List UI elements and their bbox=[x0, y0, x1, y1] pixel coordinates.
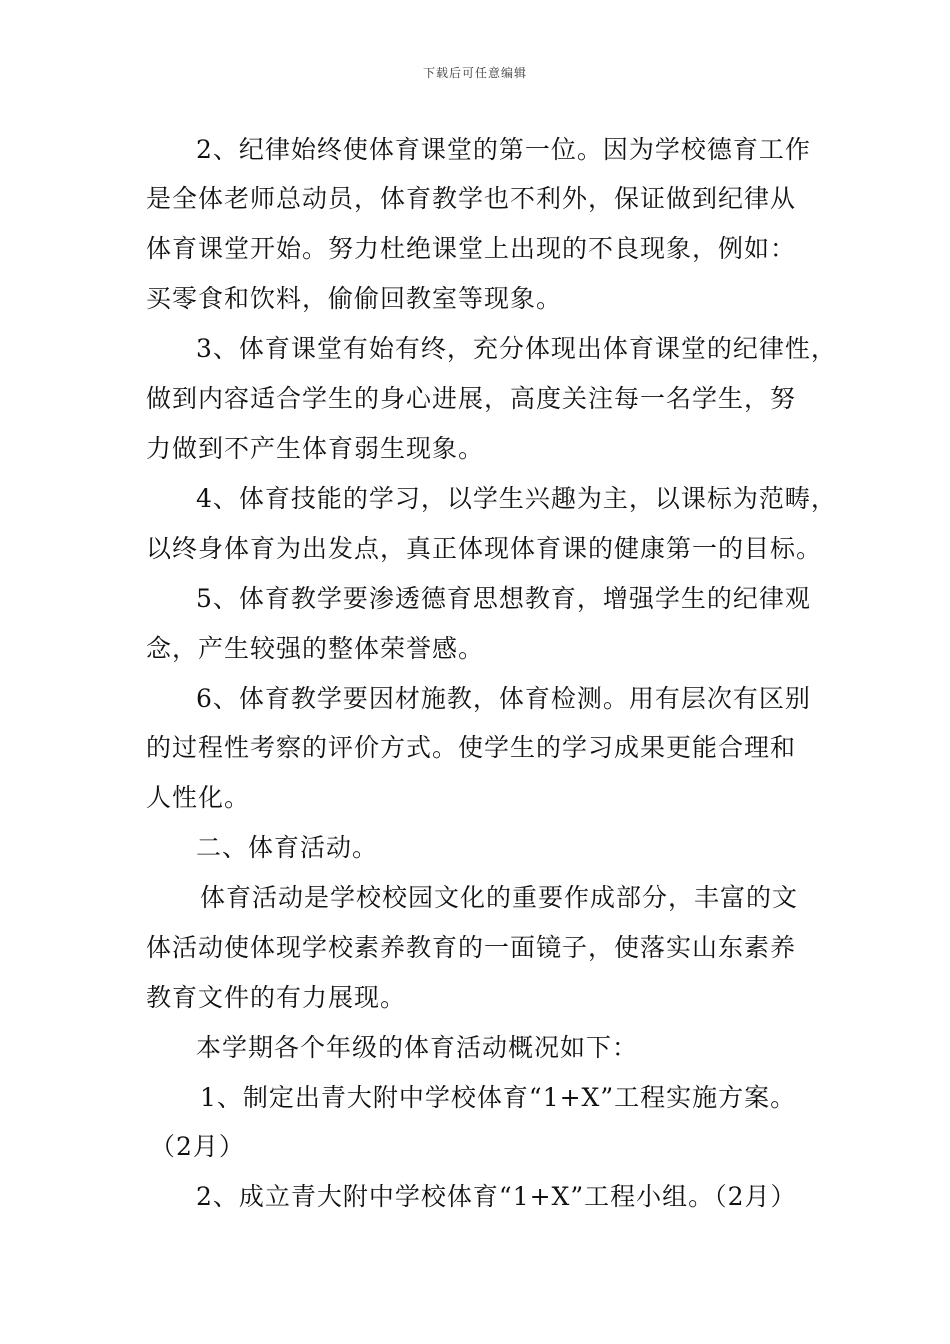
section-heading: 二、体育活动。 bbox=[196, 833, 379, 862]
page-header-note: 下载后可任意编辑 bbox=[422, 66, 527, 80]
paragraph-line: 体育课堂开始。努力杜绝课堂上出现的不良现象，例如： bbox=[146, 234, 797, 263]
paragraph-line: 5、体育教学要渗透德育思想教育，增强学生的纪律观 bbox=[196, 584, 811, 613]
paragraph-line: 教育文件的有力展现。 bbox=[146, 983, 407, 1012]
paragraph-line: 力做到不产生体育弱生现象。 bbox=[146, 434, 485, 463]
list-item: 1、制定出青大附中学校体育“1+X”工程实施方案。 bbox=[200, 1083, 797, 1112]
paragraph-line: 买零食和饮料，偷偷回教室等现象。 bbox=[146, 284, 563, 313]
paragraph-line: 2、纪律始终使体育课堂的第一位。因为学校德育工作 bbox=[196, 135, 811, 164]
paragraph-line: 做到内容适合学生的身心进展，高度关注每一名学生，努 bbox=[146, 384, 797, 413]
paragraph-line: 6、体育教学要因材施教，体育检测。用有层次有区别 bbox=[196, 684, 811, 713]
list-item: 2、成立青大附中学校体育“1+X”工程小组。（2月） bbox=[196, 1182, 797, 1211]
paragraph-line: 以终身体育为出发点，真正体现体育课的健康第一的目标。 bbox=[146, 534, 823, 563]
paragraph-line: 是全体老师总动员，体育教学也不利外，保证做到纪律从 bbox=[146, 184, 797, 213]
paragraph-line: 的过程性考察的评价方式。使学生的学习成果更能合理和 bbox=[146, 733, 797, 762]
paragraph-line: 体活动使体现学校素养教育的一面镜子，使落实山东素养 bbox=[146, 933, 797, 962]
paragraph-line: 4、体育技能的学习，以学生兴趣为主，以课标为范畴， bbox=[196, 484, 837, 513]
list-item-continuation: （2月） bbox=[150, 1132, 245, 1161]
paragraph-line: 3、体育课堂有始有终，充分体现出体育课堂的纪律性， bbox=[196, 334, 837, 363]
paragraph-line: 体育活动是学校校园文化的重要作成部分，丰富的文 bbox=[200, 883, 799, 912]
paragraph-line: 人性化。 bbox=[146, 783, 251, 812]
paragraph-line: 念，产生较强的整体荣誉感。 bbox=[146, 634, 485, 663]
paragraph-line: 本学期各个年级的体育活动概况如下： bbox=[196, 1033, 639, 1062]
